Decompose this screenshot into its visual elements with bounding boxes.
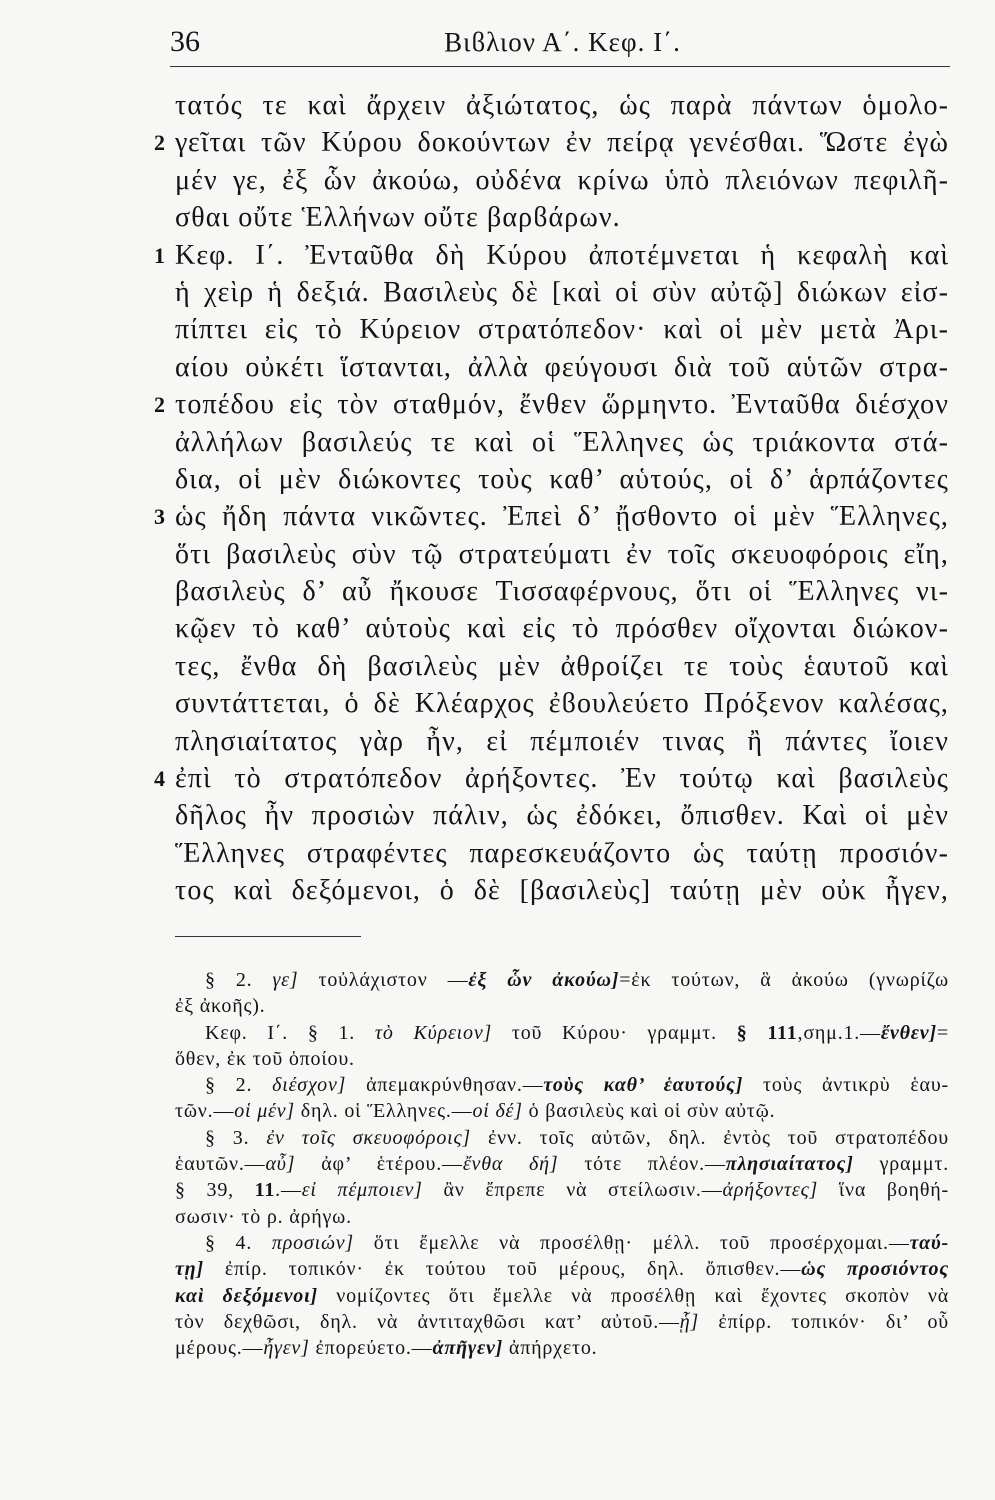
footnote-text: τοὺς ἀντικρὺ ἑαυ- [743, 1074, 949, 1097]
footnote-text: § 3. [205, 1126, 267, 1149]
text-line [154, 760, 949, 797]
footnote-lemma: καὶ δεξόμενοι] [175, 1284, 318, 1307]
footnote-line [175, 1020, 949, 1046]
line-text: τος καὶ δεξόμενοι, ὁ δὲ [βασιλεὺς] ταύτῃ μὲν οὐκ ἦγεν, [175, 875, 949, 907]
section-number: 3 [154, 504, 165, 530]
footnote-text: τῶν.— [175, 1100, 235, 1123]
footnote-rule [175, 936, 361, 937]
footnote-line [175, 1046, 949, 1072]
text-line [154, 237, 949, 274]
line-text: τοπέδου εἰς τὸν σταθμόν, ἔνθεν ὥρμηντο. Ἐνταῦθα διέσχον [175, 389, 949, 421]
footnote-text: δηλ. οἱ Ἕλληνες.— [295, 1100, 473, 1123]
footnote-line-text [175, 1204, 352, 1230]
text-line [175, 723, 949, 760]
footnote-lemma: ὡς προσιόντος [801, 1258, 949, 1281]
footnote-lemma: τὸ Κύρειον] [374, 1021, 493, 1044]
line-text: βασιλεὺς δ’ αὖ ἤκουσε Τισσαφέρνους, ὅτι οἱ Ἕλληνες νι- [175, 576, 949, 608]
footnote-lemma: οἱ μέν] [234, 1100, 295, 1123]
footnote-lemma: 11 [254, 1179, 276, 1202]
footnote-lemma: ᾗ] [679, 1310, 700, 1333]
footnote-line [175, 1230, 949, 1256]
footnote-text: ἑαυτῶν.— [175, 1153, 266, 1176]
footnote-line-text [175, 1151, 949, 1177]
footnote-line-text [205, 1072, 949, 1098]
line-text: γεῖται τῶν Κύρου δοκούντων ἐν πείρᾳ γενέσθαι. Ὥστε ἐγὼ [175, 127, 949, 159]
footnote-line-text [175, 1283, 949, 1309]
footnote-text: ἀπήρχετο. [503, 1337, 598, 1360]
text-line [175, 835, 949, 872]
text-line [154, 386, 949, 423]
footnote-line [175, 993, 949, 1019]
line-text: Ἕλληνες στραφέντες παρεσκευάζοντο ὡς ταύτῃ προσιόν- [175, 837, 949, 869]
line-text: κῷεν τὸ καθ’ αὑτοὺς καὶ εἰς τὸ πρόσθεν οἴχονται διώκον- [175, 613, 949, 645]
line-text: τατός τε καὶ ἄρχειν ἀξιώτατος, ὡς παρὰ πάντων ὁμολο- [175, 90, 949, 121]
footnote-line-text [205, 1230, 949, 1256]
footnote [175, 967, 949, 1020]
footnote-line-text [175, 1256, 949, 1282]
footnote-line [175, 1309, 949, 1335]
footnote-text: ἀπεμακρύνθησαν.— [346, 1074, 544, 1097]
footnote-text: ἐπίρρ. τοπικόν· δι’ οὗ [699, 1310, 949, 1333]
footnote-line-text [175, 1098, 775, 1124]
footnote-line [175, 1256, 949, 1282]
footnote-line [175, 1072, 949, 1098]
footnote-text: σωσιν· τὸ ρ. ἀρήγω. [175, 1205, 352, 1228]
line-text: σθαι οὔτε Ἑλλήνων οὔτε βαρϐάρων. [175, 202, 621, 234]
footnote-text: ἐξ ἀκοῆς). [175, 995, 266, 1018]
footnote-line [175, 1335, 949, 1361]
text-line [175, 648, 949, 685]
text-line [175, 424, 949, 461]
footnote-text: .— [275, 1179, 302, 1202]
text-line [175, 274, 949, 311]
section-number: 4 [154, 766, 165, 792]
footnote-line-text [175, 1309, 949, 1335]
footnote-line [175, 967, 949, 993]
line-text: ἀλλήλων βασιλεύς τε καὶ οἱ Ἕλληνες ὡς τριάκοντα στά- [175, 426, 949, 458]
footnote-line-text [205, 1020, 949, 1046]
footnote-text: § 39, [175, 1179, 255, 1202]
footnote-lemma: ἐν τοῖς σκευοφόροις] [266, 1126, 471, 1149]
text-line [154, 124, 949, 161]
footnote-line [175, 1098, 949, 1124]
line-text: Κεφ. Ι΄. Ἐνταῦθα δὴ Κύρου ἀποτέμνεται ἡ κεφαλὴ καὶ [175, 239, 949, 271]
footnote-line [175, 1283, 949, 1309]
text-line [175, 573, 949, 610]
paragraph [154, 237, 949, 910]
page-number: 36 [170, 25, 200, 58]
footnote-text: ὅτι ἔμελλε νὰ προσέλθῃ· μέλλ. τοῦ προσέρχομαι.— [353, 1231, 910, 1254]
footnote-text: ὁ βασιλεὺς καὶ οἱ σὺν αὐτῷ. [522, 1100, 776, 1123]
footnote-text: νομίζοντες ὅτι ἔμελλε νὰ προσέλθῃ καὶ ἔχοντες σκοπὸν νὰ [317, 1284, 949, 1307]
section-number: 1 [154, 242, 165, 268]
footnote [175, 1020, 949, 1073]
footnote-lemma: ταύ- [909, 1231, 949, 1254]
line-text: πίπτει εἰς τὸ Κύρειον στρατόπεδον· καὶ οἱ μὲν μετὰ Ἀρι- [175, 314, 949, 346]
main-text [154, 87, 949, 910]
line-text: πλησιαίτατος γὰρ ἦν, εἰ πέμποιέν τινας ἢ πάντες ἴοιεν [175, 725, 949, 757]
footnote-lemma: τῃ] [175, 1258, 204, 1281]
line-text: συντάττεται, ὁ δὲ Κλέαρχος ἐϐουλεύετο Πρόξενον καλέσας, [175, 688, 949, 720]
footnote-lemma: διέσχον] [272, 1074, 347, 1097]
text-line [175, 872, 949, 909]
footnote-lemma: αὖ] [265, 1153, 296, 1176]
footnote [175, 1230, 949, 1361]
paragraph [154, 87, 949, 237]
footnote-text: ἐνν. τοῖς αὐτῶν, δηλ. ἐντὸς τοῦ στρατοπέδου [470, 1126, 949, 1149]
footnote-text: = [936, 1021, 950, 1044]
section-number: 2 [154, 130, 165, 156]
footnote-text: μέρους.— [175, 1337, 264, 1360]
footnote-text: ἐπορεύετο.— [309, 1337, 433, 1360]
footnote-text: ἂν ἔπρεπε νὰ στείλωσιν.— [422, 1179, 723, 1202]
text-line [175, 311, 949, 348]
footnote-lemma: ἔνθεν] [880, 1021, 937, 1044]
line-text: δια, οἱ μὲν διώκοντες τοὺς καθ’ αὑτούς, οἱ δ’ ἁρπάζοντες [175, 463, 949, 495]
text-line [175, 199, 949, 236]
footnote-lemma: ἦγεν] [263, 1337, 310, 1360]
footnote-lemma: πλησιαίτατος] [725, 1153, 854, 1176]
footnote-lemma: γε] [272, 969, 299, 991]
running-title: Βιϐλιον Α΄. Κεφ. Ι΄. [444, 27, 681, 57]
text-line [175, 461, 949, 498]
footnote-text: ἵνα βοηθή- [818, 1179, 949, 1202]
footnote-line [175, 1151, 949, 1177]
line-text: ὅτι βασιλεὺς σὺν τῷ στρατεύματι ἐν τοῖς σκευοφόροις εἴη, [175, 538, 949, 570]
footnote-line-text [175, 993, 265, 1019]
footnote-lemma: ἀπῆγεν] [432, 1337, 504, 1360]
footnote-text: Κεφ. Ι΄. § 1. [205, 1021, 375, 1044]
footnote-text: ὅθεν, ἐκ τοῦ ὁποίου. [175, 1047, 355, 1070]
section-number: 2 [154, 392, 165, 418]
footnote-text: § 2. [205, 1074, 273, 1097]
footnote-line-text [175, 1177, 949, 1203]
footnote-line-text [175, 1335, 597, 1361]
footnote-text: γραμμτ. [853, 1153, 949, 1176]
footnote [175, 1072, 949, 1125]
footnote-line-text [175, 1046, 355, 1072]
footnote-text: ἀφ’ ἑτέρου.— [295, 1153, 463, 1176]
footnote-lemma: ἀρήξοντες] [722, 1179, 819, 1202]
footnote-text: § 4. [205, 1231, 272, 1254]
footnotes [175, 967, 949, 1361]
footnote-text: ,σημ.1.— [797, 1021, 881, 1044]
footnote-line-text [205, 1125, 949, 1151]
footnote [175, 1125, 949, 1230]
footnote-text: =ἐκ τούτων, ἃ ἀκούω (γνωρίζω [619, 969, 950, 991]
footnote-lemma: εἰ πέμποιεν] [301, 1179, 423, 1202]
footnote-line [175, 1204, 949, 1230]
text-line [175, 162, 949, 199]
line-text: ἡ χεὶρ ἡ δεξιά. Βασιλεὺς δὲ [καὶ οἱ σὺν αὐτῷ] διώκων εἰσ- [175, 276, 949, 308]
text-line [175, 610, 949, 647]
footnote-text: τότε πλέον.— [558, 1153, 726, 1176]
header-rule [170, 66, 950, 67]
footnote-lemma: ἔνθα δή] [462, 1153, 559, 1176]
footnote-text: τοὐλάχιστον — [298, 969, 469, 991]
footnote-lemma: ἐξ ὧν ἀκούω] [468, 969, 620, 991]
line-text: μέν γε, ἐξ ὧν ἀκούω, οὐδένα κρίνω ὑπὸ πλειόνων πεφιλῆ- [175, 164, 949, 196]
footnote-text: τὸν δεχθῶσι, δηλ. νὰ ἀντιταχθῶσι κατ’ αὐτοῦ.— [175, 1310, 680, 1333]
footnote-line-text [205, 967, 949, 993]
line-text: ἐπὶ τὸ στρατόπεδον ἀρήξοντες. Ἐν τούτῳ καὶ βασιλεὺς [175, 763, 949, 795]
footnote-lemma: προσιών] [271, 1231, 354, 1254]
footnote-line [175, 1125, 949, 1151]
text-line [175, 87, 949, 124]
footnote-text: τοῦ Κύρου· γραμμτ. [492, 1021, 737, 1044]
line-text: ὡς ἤδη πάντα νικῶντες. Ἐπεὶ δ’ ᾔσθοντο οἱ μὲν Ἕλληνες, [175, 501, 949, 533]
line-text: τες, ἔνθα δὴ βασιλεὺς μὲν ἀθροίζει τε τοὺς ἑαυτοῦ καὶ [175, 650, 949, 682]
line-text: δῆλος ἦν προσιὼν πάλιν, ὡς ἐδόκει, ὄπισθεν. Καὶ οἱ μὲν [175, 800, 949, 832]
line-text: αίου οὐκέτι ἵστανται, ἀλλὰ φεύγουσι διὰ τοῦ αὑτῶν στρα- [175, 351, 949, 383]
text-line [175, 685, 949, 722]
text-line [154, 498, 949, 535]
footnote-lemma: § 111 [736, 1021, 798, 1044]
footnote-text: ἐπίρ. τοπικόν· ἐκ τούτου τοῦ μέρους, δηλ. ὄπισθεν.— [203, 1258, 802, 1281]
footnote-lemma: τοὺς καθ’ ἑαυτούς] [543, 1074, 744, 1097]
text-line [175, 349, 949, 386]
footnote-text: § 2. [205, 969, 273, 991]
text-line [175, 536, 949, 573]
footnote-lemma: οἱ δέ] [472, 1100, 523, 1123]
text-line [175, 797, 949, 834]
footnote-line [175, 1177, 949, 1203]
